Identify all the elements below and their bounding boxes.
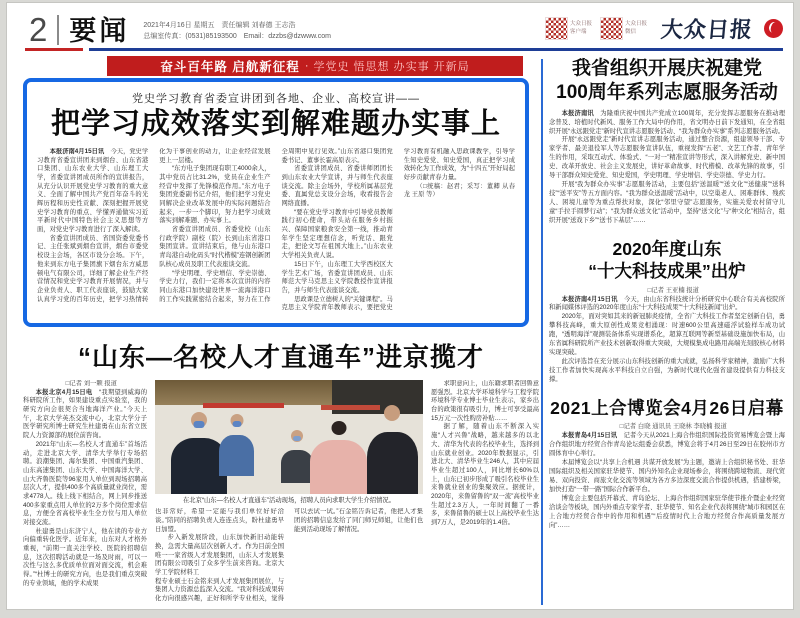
sidebar-article-expo — [549, 397, 785, 531]
paragraph: 省委宣讲团成员、省委讲师团团长到山东农业大学宣讲，并与师生代表座谈交流。除主会场外，学校所属基层党委、直属党总支设分会场，收看报告会网络直播。 — [281, 165, 393, 208]
lead-kicker: 党史学习教育省委宣讲团到各地、企业、高校宣讲—— — [132, 93, 420, 105]
paragraph: 此次评选旨在充分展示山东科技创新的重大成就，弘扬科学家精神，激励广大科技工作者加快实现高水平科技自立自强，为新时代现代化强省建设提供有力科技支撑。 — [549, 358, 785, 383]
page-header — [25, 8, 783, 46]
paragraph: 博览会主要包括开幕式、青岛论坛、上海合作组织国家驻华使节推介暨企业经贸洽谈会等板块，国内外重点专家学者、驻华使节、知名企业代表将围绕“城市和园区在上合地方经贸合作中的作用和机遇”“后疫情时代上合地方经贸合作高质量发展方向”…… — [549, 494, 785, 529]
header-rule-blue — [89, 48, 783, 51]
paragraph: “学史明理、学史增信、学史崇德、学史力行，我们一定将本次宣讲的内容同山东港口加快建设世界一流海洋港口的工作实践紧密结合起来，努力在工作全周期中见行见效。”山东省港口集团党委书记、董事长霍高原表示。 — [159, 147, 393, 303]
paragraph: 据了解，随着山东不断深入实施“人才兴鲁”战略，越来越多的以北大、清华为代表的名校毕业生，选择到山东就业创业。2020年数据显示，引进北大、清华毕业生246人，其中应届毕业生超过100人，同比增长60%以上，山东已初步形成了吸引名校毕业生来鲁就业创业的集聚效应。据统计，2020年，来鲁留鲁的“双一流”高校毕业生超过2.3万人，一年时间翻了一番多，来鲁留鲁的硕士以上高校毕业生达到7万人，是2019年的1.4倍。 — [431, 423, 539, 526]
edition-meta — [143, 21, 545, 46]
paragraph: “东方电子集团现有职工4000余人，其中党员占比31.2%，党员在企业生产经营中发挥了先锋模范作用。”东方电子集团党委副书记介绍，他们把学习党史同解决企业改革发展中的实际问题结合起来，一步一个脚印，努力把学习成效落实到解难题、办实事上。 — [159, 165, 271, 225]
volunteer-headline: 我省组织开展庆祝建党 100周年系列志愿服务活动 — [556, 58, 778, 104]
contact-line: 总编室传真：(0531)85193500 Email：dzzbs@dzwww.com — [143, 33, 331, 41]
paragraph: 求职意向上，山东籍求职者回鲁意愿强烈。北京大学环境科学与工程学院环境科学专业博士毕业生表示，家乡出台的政策很有吸引力，博士可享受最高15万元一次性购房补贴…… — [431, 380, 539, 422]
paragraph: 步入新发展阶段，山东加快新旧动能转换，急需大量高层次创新人才。作为目前全国唯一一家省级人才发展集团，山东人才发展集团有限公司吸引了众多学生前来咨询。北京大学工学院材料工 — [155, 534, 284, 576]
lead-body — [37, 148, 515, 320]
newspaper-page — [6, 2, 794, 610]
paragraph: 2021年“山东—名校人才直通车”首场活动，走进北京大学、清华大学举行专场招聘。浪潮集团、海尔集团、中国重汽集团、山东高速集团、山东大学、中国海洋大学、山大齐鲁医院等96家用人单位到现场招聘高层次人才，提供400多个高质量就业岗位，需求4778人。线上线下相结合，网上同步推送400多家重点用人单位的2万多个岗位需求信息，方便全省高校毕业生全方位与用人单位对接交流。 — [23, 440, 147, 526]
paragraph: 本报济南4月15日讯 今天，由山东省科技统计分析研究中心联合有关高校院所和新闻媒体评选的2020年度山东“十大科技成果”“十大科技新闻”出炉。 — [549, 295, 785, 312]
banner-subtitle: 学党史 悟思想 办实事 开新局 — [313, 61, 470, 73]
talent-article — [23, 335, 539, 607]
highlighted-lead-article — [23, 78, 529, 327]
paragraph: 思政课是立德树人的“关键课程”。马克思主义学院青年教师表示，要把党史学习教育有机融入思政课教学，引导学生知史爱党、知史爱国，真正把学习成效转化为工作成效，为“十四五”开好局起好步贡献青春力量。 — [281, 147, 515, 312]
tech-body — [549, 287, 785, 385]
qr-wechat-label: 大众日报 微信 — [624, 21, 647, 35]
paragraph: 15日下午，山东理工大学西校区大学生艺术广场，省委宣讲团成员、山东师范大学马克思主义学院教授作宣讲报告，并与师生代表座谈交流。 — [281, 260, 393, 294]
news-photo — [155, 380, 423, 494]
qr-wechat-unit — [600, 17, 647, 40]
page-number: 2 — [29, 11, 48, 48]
paragraph: 本报济南讯 为隆重庆祝中国共产党成立100周年，充分发挥志愿服务在推动理念普及、培植时代新风、服务工作大局中的作用，省文明办日前下发通知，在全省组织开展“永远跟党走”新时代宣讲志愿服务活动、“我为群众办实事”系列志愿服务活动。 — [549, 109, 785, 135]
talent-right-column — [431, 380, 539, 606]
paragraph: 省委宣讲团成员、省国资委党委书记、主任张斌到烟台宣讲，烟台市委党校设主会场，各区市设分会场。下午，他来到东方电子集团旗下烟台东方威思顿电气有限公司，详细了解企业生产经营情况和党史学习教育开展情况，并与企业负责人、职工代表座谈，鼓励大家认真学习党的百年历史，把学习热情转化为干事创业的动力，让企业经营发展更上一层楼。 — [37, 147, 271, 303]
paragraph: 本报青岛4月15日讯 记者今天从2021上海合作组织国际投资贸易博览会暨上海合作组织地方经贸合作青岛论坛组委会获悉，博览会将于4月26日至29日在胶州市方圆体育中心举行。 — [549, 432, 785, 458]
header-divider — [57, 15, 59, 45]
banner-title: 奋斗百年路 启航新征程 — [160, 60, 300, 74]
talent-byline: □记者 刘一颗 报道 — [65, 380, 117, 387]
paragraph: 开展“我为群众办实事”志愿服务活动，主要包括“送温暖”“送文化”“送健康”“送科技”“送平安”等五方面内容。“我为群众送温暖”活动中，以空巢老人、困难群体、残疾人、困境儿童等为重点帮扶对象，深化“邻里守望”志愿服务，实施关爱农村留守儿童“手拉手圆梦行动”；“我为群众送文化”活动中，坚持“送文化”与“种文化”相结合，组织开展“送戏下乡”“送书下基层”…… — [549, 181, 785, 224]
paragraph: 也非常好，希望一定能与我们单位好好洽谈。”陪同的招聘负责人连连点头，盼杜建勇早日加盟。 — [155, 508, 284, 533]
paragraph: 本报北京4月15日电 “我期望到威海的科研院所工作，如果建设重点实验室，我的研究方向会很契合当地海洋产业。”今天上午，北京大学英杰交流中心，北京大学分子医学研究所博士研究生杜建勇在山东省立医院人力资源部的展位前咨询。 — [23, 388, 147, 440]
banner-dot: · — [304, 60, 309, 72]
sidebar-article-tech — [549, 238, 785, 385]
date-editors-line: 2021年4月16日 星期五 责任编辑 刘春德 王志浩 — [143, 22, 296, 30]
paragraph: 本届博览会以“共享上合机遇 共谋开放发展”为主题，邀请上合组织秘书处、驻华国际组织及相关国家驻华使节、国内外知名企业现场参会，将围绕跨境物流、现代贸易、双向投资、商旅文化交流等领域为各方多边深度交流合作提供机遇，搭建桥梁，加快打造“一带一路”国际合作新平台。 — [549, 459, 785, 493]
masthead-logo: 大众日报 — [659, 17, 755, 43]
paragraph: 程专业硕士石金铭来到人才发展集团展位，与集团人力资源总监深入交流。“我对科技成果转化方向很感兴趣，正好和所学专业相关，觉得可以去试一试。”石金铭告诉记者，他把人才集团的招聘信息发给了同门师兄师姐，让他们也能到活动现场了解情况。 — [155, 508, 423, 603]
section-title: 要闻 — [69, 16, 130, 46]
photo-red-banner — [203, 403, 283, 409]
qr-client-label: 大众日报 客户端 — [569, 21, 592, 35]
lead-headline: 把学习成效落实到解难题办实事上 — [50, 108, 501, 140]
person-figure — [281, 430, 313, 482]
paragraph: 本报济南4月15日讯 今天，党史学习教育省委宣讲团来到烟台、山东省港口集团、山东农业大学、山东理工大学，省委宣讲团成员所作的宣讲报告，从充分认识开展党史学习教育的重大意义、全面了解中国共产党百年奋斗的光辉历程和历史性贡献、深刻把握开展党史学习教育的重点、学懂弄通做实习近平新时代中国特色社会主义思想等方面，对党史学习教育进行了深入解读。 — [37, 147, 149, 234]
expo-byline: □记者 白晓 通讯员 王晓林 李晓楠 报道 — [619, 423, 727, 431]
photo-caption: 在北京“山东—名校人才直通车”活动现场，招聘人员向求职大学生介绍情况。 — [183, 497, 395, 504]
expo-body — [549, 423, 785, 530]
paragraph: 开展“永远跟党走”新时代宣讲志愿服务活动，通过整合资源，组建领导干部、专家学者、最美退役军人等志愿服务宣讲队伍，重视发挥“五老”、文艺工作者、青年学生的作用，采取互动式、体验式、“一对一”精准宣讲等形式，深入讲解党史、新中国史、改革开放史、社会主义发展史，讲好革命故事、时代楷模、改革先锋的故事，引导干部群众知史爱党、知史爱国，学史明理、学史增信、学史崇德、学史力行。 — [549, 136, 785, 180]
tech-byline: □记者 王亚楠 报道 — [647, 286, 699, 294]
paragraph: 省委宣讲团成员、省委党校（山东行政学院）副校（院）长到山东省港口集团宣讲。宣讲结束后，他与山东港口青岛港自动化码头“时代楷模”连钢创新团队核心成员及职工代表座谈交流。 — [159, 226, 271, 268]
qr-client-unit — [545, 17, 592, 40]
header-rule-red — [25, 48, 83, 51]
tech-headline: 2020年度山东 “十大科技成果”出炉 — [588, 238, 746, 282]
qr-code-wechat-icon — [600, 17, 623, 40]
masthead-area — [545, 13, 783, 46]
article-signature: （□统稿：赵君；采写：董卿 从春龙 王原 等） — [403, 182, 515, 199]
masthead-seal-icon — [764, 19, 783, 38]
campaign-banner — [107, 56, 523, 76]
column-rule-blue — [541, 59, 543, 605]
sidebar — [549, 57, 785, 607]
person-figure — [219, 414, 254, 476]
volunteer-body — [549, 110, 785, 226]
qr-code-client-icon — [545, 17, 568, 40]
talent-left-column — [23, 380, 147, 606]
talent-headline: “山东—名校人才直通车”进京揽才 — [77, 342, 484, 372]
talent-under-photo-columns — [155, 508, 423, 606]
talent-middle-column — [155, 380, 423, 606]
sidebar-article-volunteer — [549, 57, 785, 226]
expo-headline: 2021上合博览会4月26日启幕 — [550, 397, 784, 418]
paragraph: “要在党史学习教育中引导党员教师践行初心使命，带头站在服务乡村振兴、保障国家粮食安全第一线，推动青年学生坚定理想信念，听党话、跟党走，把论文写在祖国大地上。”山东农业大学相关负责人说。 — [281, 208, 393, 260]
paragraph: 杜建勇是山东济宁人，他在读的专业方向偏重转化医学。近年来，山东对人才格外重视，“前期一直关注学校、医院的招聘信息，这次招聘活动就是一场及时雨，可以一次性与这么多优质单位面对面交流，机会难得。”“杜博士的研究方向，也是我们重点突破的专业领域，他的学术成果 — [23, 527, 147, 587]
paragraph: 2020年，面对突如其来的新冠肺炎疫情，全省广大科技工作者坚定创新自信，勇攀科技高峰，重大原创性成果竞相涌现：时速600公里高速磁浮试验样车成功试跑，“透明海洋”观测装备体系实现谱系化，超算互联网等新型基础设施加快布局，山东省属科研院所产业技术创新取得重大突破，大规模集成电路用高端光刻胶核心材料实现突破。 — [549, 313, 785, 357]
person-figure — [367, 405, 418, 494]
person-figure — [310, 421, 366, 494]
